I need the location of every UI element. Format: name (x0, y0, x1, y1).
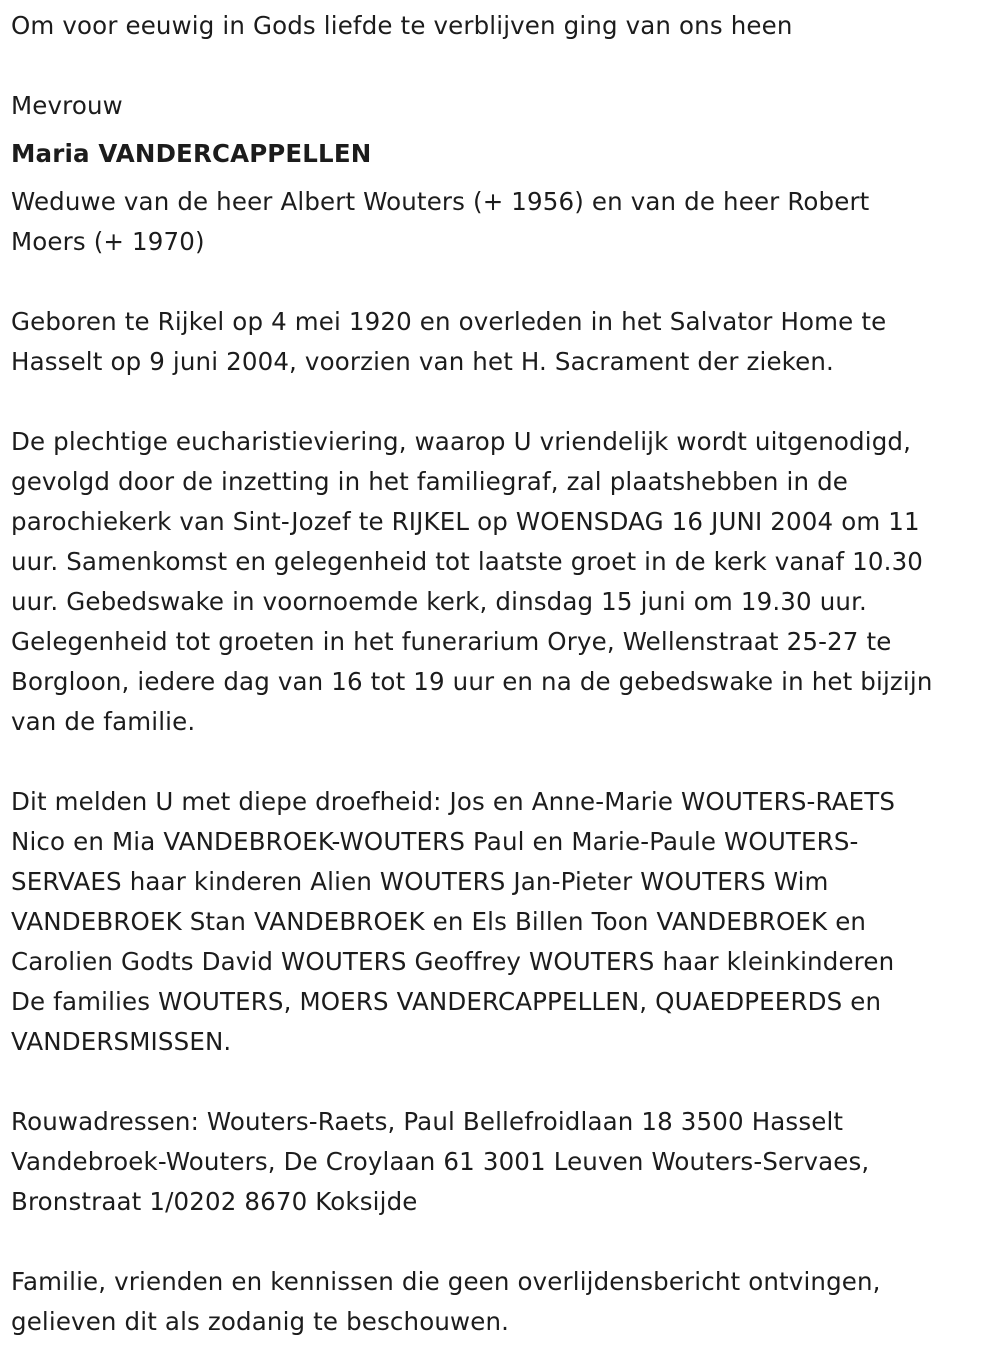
spacer (11, 1062, 990, 1102)
paragraph-line: Weduwe van de heer Albert Wouters (+ 1956) en van de heer Robert (11, 187, 870, 216)
paragraph-line: Vandebroek-Wouters, De Croylaan 61 3001 Leuven Wouters-Servaes, (11, 1147, 870, 1176)
paragraph-line: SERVAES haar kinderen Alien WOUTERS Jan-Pieter WOUTERS Wim (11, 867, 829, 896)
paragraph-line: De plechtige eucharistieviering, waarop U vriendelijk wordt uitgenodigd, (11, 427, 912, 456)
spacer (11, 46, 990, 86)
paragraph-line: Moers (+ 1970) (11, 227, 205, 256)
paragraph-line: gelieven dit als zodanig te beschouwen. (11, 1307, 510, 1336)
paragraph-line: uur. Gebedswake in voornoemde kerk, dinsdag 15 juni om 19.30 uur. (11, 587, 867, 616)
salutation: Mevrouw (11, 91, 123, 120)
paragraph-line: parochiekerk van Sint-Jozef te RIJKEL op WOENSDAG 16 JUNI 2004 om 11 (11, 507, 920, 536)
paragraph-line: uur. Samenkomst en gelegenheid tot laatste groet in de kerk vanaf 10.30 (11, 547, 924, 576)
paragraph-line: Carolien Godts David WOUTERS Geoffrey WOUTERS haar kleinkinderen (11, 947, 895, 976)
spacer (11, 382, 990, 422)
paragraph-line: Familie, vrienden en kennissen die geen overlijdensbericht ontvingen, (11, 1267, 881, 1296)
widow-paragraph (11, 182, 990, 262)
intro-line: Om voor eeuwig in Gods liefde te verblijven ging van ons heen (11, 11, 793, 40)
deceased-name: Maria VANDERCAPPELLEN (11, 139, 372, 168)
paragraph-line: van de familie. (11, 707, 196, 736)
paragraph-line: Gelegenheid tot groeten in het funerarium Orye, Wellenstraat 25-27 te (11, 627, 892, 656)
paragraph-line: Rouwadressen: Wouters-Raets, Paul Bellefroidlaan 18 3500 Hasselt (11, 1107, 844, 1136)
address-paragraph (11, 1102, 990, 1222)
spacer (11, 262, 990, 302)
spacer (11, 742, 990, 782)
paragraph-line: Geboren te Rijkel op 4 mei 1920 en overleden in het Salvator Home te (11, 307, 887, 336)
paragraph-line: VANDERSMISSEN. (11, 1027, 232, 1056)
paragraph-line: gevolgd door de inzetting in het familiegraf, zal plaatshebben in de (11, 467, 848, 496)
paragraph-line: VANDEBROEK Stan VANDEBROEK en Els Billen Toon VANDEBROEK en (11, 907, 867, 936)
paragraph-line: Hasselt op 9 juni 2004, voorzien van het H. Sacrament der zieken. (11, 347, 834, 376)
closing-paragraph (11, 1262, 990, 1342)
paragraph-line: Bronstraat 1/0202 8670 Koksijde (11, 1187, 418, 1216)
paragraph-line: Nico en Mia VANDEBROEK-WOUTERS Paul en Marie-Paule WOUTERS- (11, 827, 859, 856)
paragraph-line: Dit melden U met diepe droefheid: Jos en Anne-Marie WOUTERS-RAETS (11, 787, 896, 816)
paragraph-line: De families WOUTERS, MOERS VANDERCAPPELLEN, QUAEDPEERDS en (11, 987, 882, 1016)
birth-paragraph (11, 302, 990, 382)
spacer (11, 1222, 990, 1262)
paragraph-line: Borgloon, iedere dag van 16 tot 19 uur en na de gebedswake in het bijzijn (11, 667, 933, 696)
family-paragraph (11, 782, 990, 1062)
ceremony-paragraph (11, 422, 990, 742)
